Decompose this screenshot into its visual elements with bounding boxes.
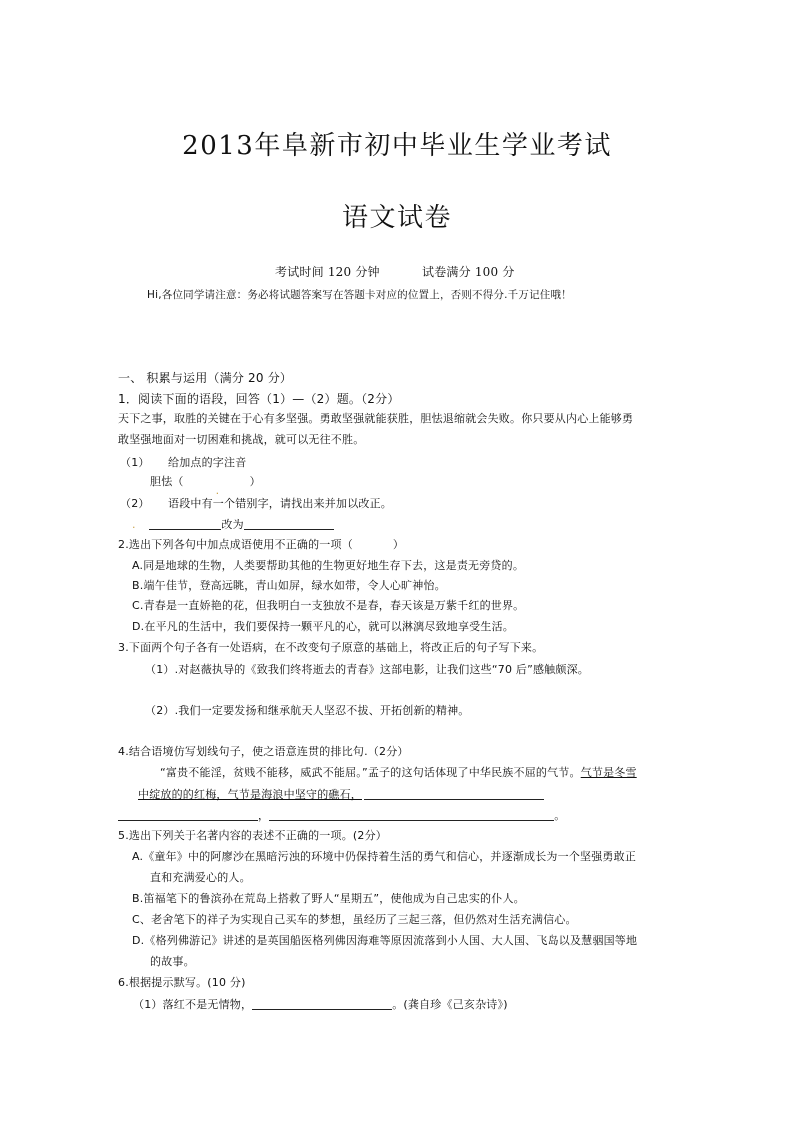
q4-line-3 xyxy=(118,809,565,821)
q1-sub2-change-to: 改为 xyxy=(221,518,244,531)
q6-item-1 xyxy=(133,998,508,1010)
q6-item-1-source: 。(龚自珍《己亥杂诗》) xyxy=(392,998,508,1011)
q1-sub2-number: （2） xyxy=(120,497,150,510)
q1-sub1-instruction: 给加点的字注音 xyxy=(168,456,247,469)
q1-stem: 1．阅读下面的语段，回答（1）—（2）题。（2分） xyxy=(118,392,400,406)
q5-option-c: C、老舍笔下的祥子为实现自己买车的梦想，虽经历了三起三落，但仍然对生活充满信心。 xyxy=(132,913,577,926)
section-heading: 一、 积累与运用（满分 20 分） xyxy=(118,371,293,385)
q4-line-1 xyxy=(160,767,637,778)
q4-period: 。 xyxy=(554,809,566,822)
q2-stem xyxy=(118,539,404,550)
q4-line-2 xyxy=(138,788,544,800)
exam-notice: Hi,各位同学请注意：务必将试题答案写在答题卡对应的位置上，否则不得分.千万记住哦！ xyxy=(147,289,572,301)
q4-answer-blank-3[interactable] xyxy=(269,809,554,821)
q4-comma: ， xyxy=(258,809,270,822)
q4-answer-blank-1[interactable] xyxy=(364,788,544,800)
q1-passage-line1: 天下之事，取胜的关键在于心有多坚强。勇敢坚强就能获胜，胆怯退缩就会失败。你只要从内心上能够勇 xyxy=(118,412,634,425)
q2-option-b: B.端午佳节，登高远眺，青山如屏，绿水如带，令人心旷神怡。 xyxy=(132,579,446,592)
q1-sub1-close: ） xyxy=(249,475,261,488)
q6-item-1-prompt: （1）落红不是无情物， xyxy=(133,998,253,1011)
wrong-char-blank[interactable] xyxy=(149,518,221,530)
q2-stem-close: ） xyxy=(392,538,405,551)
q4-stem: 4.结合语境仿写划线句子，使之语意连贯的排比句.（2分） xyxy=(118,745,409,758)
q1-passage-line2: 敢坚强地面对一切困难和挑战，就可以无往不胜。 xyxy=(118,433,365,446)
q6-item-1-blank[interactable] xyxy=(252,998,392,1010)
q3-stem: 3.下面两个句子各有一处语病，在不改变句子原意的基础上，将改正后的句子写下来。 xyxy=(118,641,544,654)
q1-sub1-number: （1） xyxy=(120,456,150,469)
correct-char-blank[interactable] xyxy=(244,518,334,530)
exam-title: 2013年阜新市初中毕业生学业考试 xyxy=(182,131,612,161)
q2-stem-text: 2.选出下列各句中加点成语使用不正确的一项（ xyxy=(118,538,353,551)
exam-full-score: 试卷满分 100 分 xyxy=(422,265,515,279)
q5-stem: 5.选出下列关于名著内容的表述不正确的一项。(2分） xyxy=(118,829,387,842)
q4-context-text: “富贵不能淫，贫贱不能移，威武不能屈。”孟子的这句话体现了中华民族不屈的气节。 xyxy=(160,766,581,779)
q6-stem: 6.根据提示默写。(10 分) xyxy=(118,976,246,989)
exam-time: 考试时间 120 分钟 xyxy=(275,265,380,279)
q4-answer-blank-2[interactable] xyxy=(118,809,258,821)
q5-option-b: B.笛福笔下的鲁滨孙在荒岛上搭救了野人“星期五”，使他成为自己忠实的仆人。 xyxy=(132,892,525,905)
q5-option-a-line1: A.《童年》中的阿廖沙在黑暗污浊的环境中仍保持着生活的勇气和信心，并逐渐成长为一个坚强勇敢正 xyxy=(132,850,637,863)
q2-option-c: C.青春是一直娇艳的花，但我明白一支独放不是春，春天该是万紫千红的世界。 xyxy=(132,599,525,612)
q5-option-d-line1: D.《格列佛游记》讲述的是英国船医格列佛因海难等原因流落到小人国、大人国、飞岛以及慧骃国等地 xyxy=(132,934,638,947)
q3-sentence-1: （1）.对赵薇执导的《致我们终将逝去的青春》这部电影，让我们这些“70 后”感触颇深。 xyxy=(145,663,589,676)
q5-option-d-line2: 的故事。 xyxy=(150,955,195,968)
q1-sub2-instruction: 语段中有一个错别字，请找出来并加以改正。 xyxy=(168,497,392,510)
q5-option-a-line2: 直和充满爱心的人。 xyxy=(150,871,251,884)
q2-option-d: D.在平凡的生活中，我们要保持一颗平凡的心，就可以淋漓尽致地享受生活。 xyxy=(132,620,514,633)
q1-sub2-answer-line xyxy=(132,518,334,530)
q4-underlined-sentence-end: 中绽放的的红梅，气节是海浪中坚守的礁石， xyxy=(138,788,362,801)
q3-sentence-2: （2）.我们一定要发扬和继承航天人坚忍不拔、开拓创新的精神。 xyxy=(145,704,470,717)
paper-subtitle: 语文试卷 xyxy=(341,203,452,233)
q2-option-a: A.同是地球的生物，人类要帮助其他的生物更好地生存下去，这是责无旁贷的。 xyxy=(132,559,525,572)
q4-underlined-sentence-start: 气节是冬雪 xyxy=(580,766,637,779)
q1-sub1-answer-line xyxy=(150,475,261,497)
q1-sub1-word: 胆怯（ xyxy=(150,475,184,488)
emphasis-dot-mark: . xyxy=(132,518,136,531)
emphasis-dot-mark: . xyxy=(215,484,220,497)
